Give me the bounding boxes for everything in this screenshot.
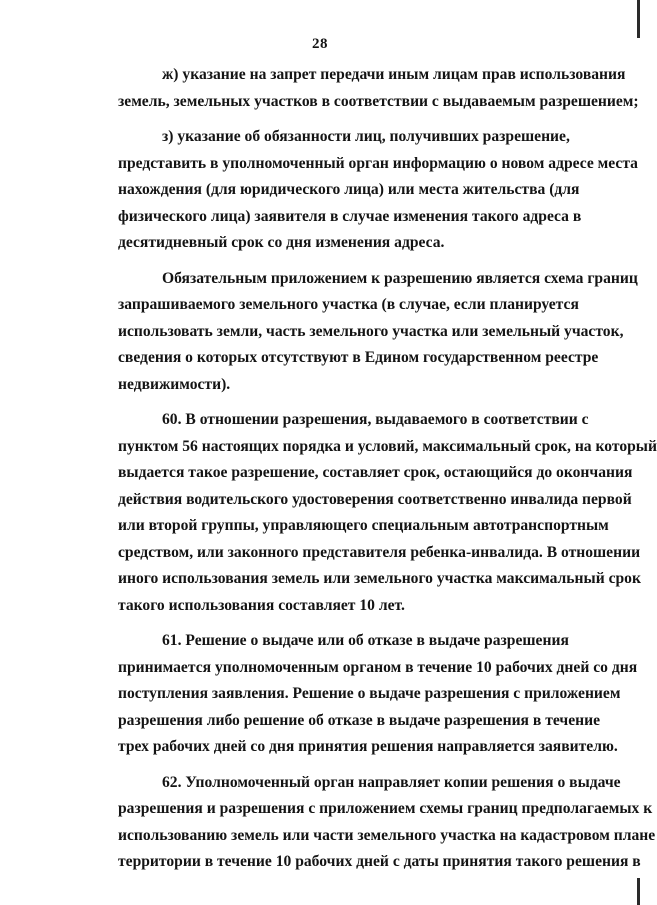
text-line: физического лица) заявителя в случае изменения такого адреса в [118,207,582,225]
text-line: действия водительского удостоверения соответственно инвалида первой [118,490,632,508]
text-line: 61. Решение о выдаче или об отказе в выдаче разрешения [162,632,569,649]
paragraph-item-z [74,124,638,257]
text-line: запрашиваемого земельного участка (в случае, если планируется [118,296,579,313]
text-line: ж) указание на запрет передачи иным лицам прав использования [162,66,626,83]
text-line: иного использования земель или земельного участка максимальный срок [118,570,641,587]
text-line: 62. Уполномоченный орган направляет копии решения о выдаче [162,773,621,791]
paragraph-item-zh [74,62,639,115]
paragraph-attachment-note [74,266,638,399]
text-line: использовать земли, часть земельного участка или земельный участок, [118,322,624,340]
text-line: принимается уполномоченным органом в течение 10 рабочих дней со дня [118,658,638,676]
text-line: пунктом 56 настоящих порядка и условий, максимальный срок, на который [118,437,657,455]
document-body [74,62,657,876]
text-line: поступления заявления. Решение о выдаче разрешения с приложением [118,685,621,702]
text-line: десятидневный срок со дня изменения адреса. [118,234,445,251]
scan-edge-bottom [637,878,640,905]
text-line: использованию земель или части земельного участка на кадастровом плане [118,826,656,844]
text-line: 60. В отношении разрешения, выдаваемого в соответствии с [162,411,589,428]
text-line: разрешения либо решение об отказе в выдаче разрешения в течение [118,711,601,729]
text-line: разрешения и разрешения с приложением схемы границ предполагаемых к [118,800,653,817]
page-number: 28 [312,36,328,52]
text-line: земель, земельных участков в соответствии с выдаваемым разрешением; [118,92,639,110]
text-line: сведения о которых отсутствуют в Едином государственном реестре [118,349,599,366]
paragraph-section-61 [74,628,638,761]
text-line: Обязательным приложением к разрешению является схема границ [162,269,638,287]
text-line: представить в уполномоченный орган информацию о новом адресе места [118,154,638,172]
text-line: трех рабочих дней со дня принятия решения направляется заявителю. [118,738,618,755]
text-line: средством, или законного представителя ребенка-инвалида. В отношении [118,543,641,561]
text-line: такого использования составляет 10 лет. [118,596,405,614]
text-line: территории в течение 10 рабочих дней с даты принятия такого решения в [118,853,641,870]
scan-edge-top [637,0,640,38]
text-line: з) указание об обязанности лиц, получивших разрешение, [162,128,570,145]
text-line: нахождения (для юридического лица) или места жительства (для [118,181,580,198]
paragraph-section-60 [74,407,657,619]
text-line: выдается такое разрешение, составляет срок, остающийся до окончания [118,464,633,481]
text-line: или второй группы, управляющего специальным автотранспортным [118,517,609,534]
paragraph-section-62 [74,770,656,876]
text-line: недвижимости). [118,375,231,393]
